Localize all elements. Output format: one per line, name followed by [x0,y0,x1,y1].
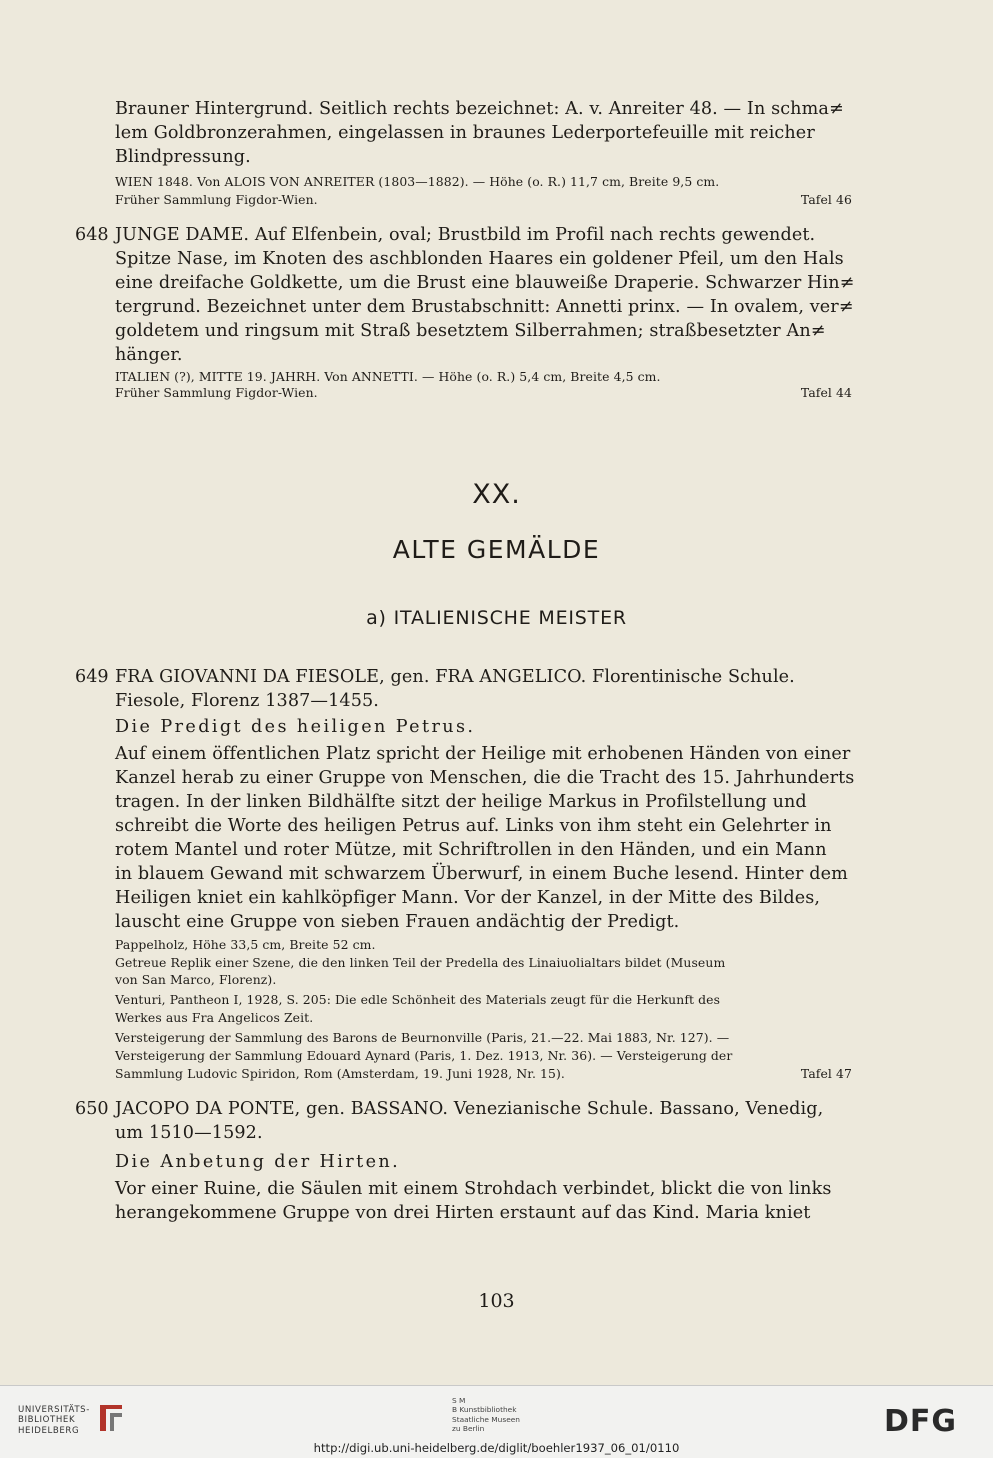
section-subtitle: a) ITALIENISCHE MEISTER [366,607,627,629]
text-line: lauscht eine Gruppe von sieben Frauen andächtig der Predigt. [115,912,680,932]
text-line: Blindpressung. [115,147,251,167]
provenance-line: Früher Sammlung Figdor-Wien. [115,192,318,207]
entry-number: 648 [75,225,109,245]
logo-line: B Kunstbibliothek [452,1405,517,1415]
note-line: Venturi, Pantheon I, 1928, S. 205: Die edle Schönheit des Materials zeugt für die Herkunft des [115,992,721,1007]
logo-line: S M [452,1396,466,1405]
logo-line: Staatliche Museen [452,1414,520,1424]
page-number: 103 [478,1290,515,1312]
kunstbibliothek-logo [452,1396,520,1434]
text-line: in blauem Gewand mit schwarzem Überwurf, in einem Buche lesend. Hinter dem [115,864,848,884]
text-line: JUNGE DAME. Auf Elfenbein, oval; Brustbild im Profil nach rechts gewendet. [115,225,816,245]
dfg-logo[interactable]: DFG [884,1404,958,1439]
note-line: Versteigerung der Sammlung des Barons de Beurnonville (Paris, 21.—22. Mai 1883, Nr. 127). — [115,1030,730,1045]
text-line: Heiligen kniet ein kahlköpfiger Mann. Vor der Kanzel, in der Mitte des Bildes, [115,888,821,908]
text-line: hänger. [115,345,183,365]
text-line: Brauner Hintergrund. Seitlich rechts bezeichnet: A. v. Anreiter 48. — In schma≠ [115,99,844,119]
text-line: Kanzel herab zu einer Gruppe von Menschen, die die Tracht des 15. Jahrhunderts [115,768,855,788]
text-line: rotem Mantel und roter Mütze, mit Schriftrollen in den Händen, und ein Mann [115,840,827,860]
logo-line: zu Berlin [452,1424,485,1434]
note-line: Pappelholz, Höhe 33,5 cm, Breite 52 cm. [115,937,376,952]
work-title: Die Predigt des heiligen Petrus. [115,717,476,737]
note-line: Getreue Replik einer Szene, die den linken Teil der Predella des Linaiuolialtars bildet (Museum [115,955,726,970]
text-line: tragen. In der linken Bildhälfte sitzt der heilige Markus in Profilstellung und [115,792,807,812]
note-line: Versteigerung der Sammlung Edouard Aynard (Paris, 1. Dez. 1913, Nr. 36). — Versteigerung der [115,1048,733,1063]
library-line: HEIDELBERG [18,1425,80,1436]
text-line: Auf einem öffentlichen Platz spricht der Heilige mit erhobenen Händen von einer [115,744,851,764]
digitization-footer [0,1385,993,1458]
plate-reference: Tafel 47 [800,1066,852,1081]
entry-number: 649 [75,667,109,687]
text-line: tergrund. Bezeichnet unter dem Brustabschnitt: Annetti prinx. — In ovalem, ver≠ [115,297,854,317]
text-line: Spitze Nase, im Knoten des aschblonden Haares ein goldener Pfeil, um den Hals [115,249,844,269]
meta-line: ITALIEN (?), MITTE 19. JAHRH. Von ANNETTI. — Höhe (o. R.) 5,4 cm, Breite 4,5 cm. [115,369,661,384]
text-line: Vor einer Ruine, die Säulen mit einem Strohdach verbindet, blickt die von links [115,1179,832,1199]
library-logo-text [18,1405,90,1436]
entry-number: 650 [75,1099,109,1119]
work-title: Die Anbetung der Hirten. [115,1152,401,1172]
library-line: BIBLIOTHEK [18,1415,76,1426]
text-line: goldetem und ringsum mit Straß besetztem Silberrahmen; straßbesetzter An≠ [115,321,826,341]
text-line: lem Goldbronzerahmen, eingelassen in braunes Lederportefeuille mit reicher [115,123,815,143]
plate-reference: Tafel 44 [800,385,852,400]
artist-heading: um 1510—1592. [115,1123,263,1143]
note-line: von San Marco, Florenz). [115,972,277,987]
plate-reference: Tafel 46 [800,192,852,207]
artist-heading: Fiesole, Florenz 1387—1455. [115,691,379,711]
text-line: schreibt die Worte des heiligen Petrus auf. Links von ihm steht ein Gelehrter in [115,816,832,836]
section-title: ALTE GEMÄLDE [392,535,601,564]
text-line: eine dreifache Goldkette, um die Brust eine blauweiße Draperie. Schwarzer Hin≠ [115,273,855,293]
note-line: Werkes aus Fra Angelicos Zeit. [115,1010,314,1025]
meta-line: WIEN 1848. Von ALOIS VON ANREITER (1803—1882). — Höhe (o. R.) 11,7 cm, Breite 9,5 cm. [115,174,720,189]
section-number: XX. [472,479,521,510]
note-line: Sammlung Ludovic Spiridon, Rom (Amsterdam, 19. Juni 1928, Nr. 15). [115,1066,565,1081]
artist-heading: FRA GIOVANNI DA FIESOLE, gen. FRA ANGELICO. Florentinische Schule. [115,667,795,687]
provenance-line: Früher Sammlung Figdor-Wien. [115,385,318,400]
library-line: UNIVERSITÄTS- [18,1405,90,1415]
permalink-url[interactable]: http://digi.ub.uni-heidelberg.de/diglit/boehler1937_06_01/0110 [313,1441,680,1455]
library-logo-icon[interactable] [98,1403,124,1433]
artist-heading: JACOPO DA PONTE, gen. BASSANO. Venezianische Schule. Bassano, Venedig, [115,1099,824,1119]
text-line: herangekommene Gruppe von drei Hirten erstaunt auf das Kind. Maria kniet [115,1203,811,1223]
